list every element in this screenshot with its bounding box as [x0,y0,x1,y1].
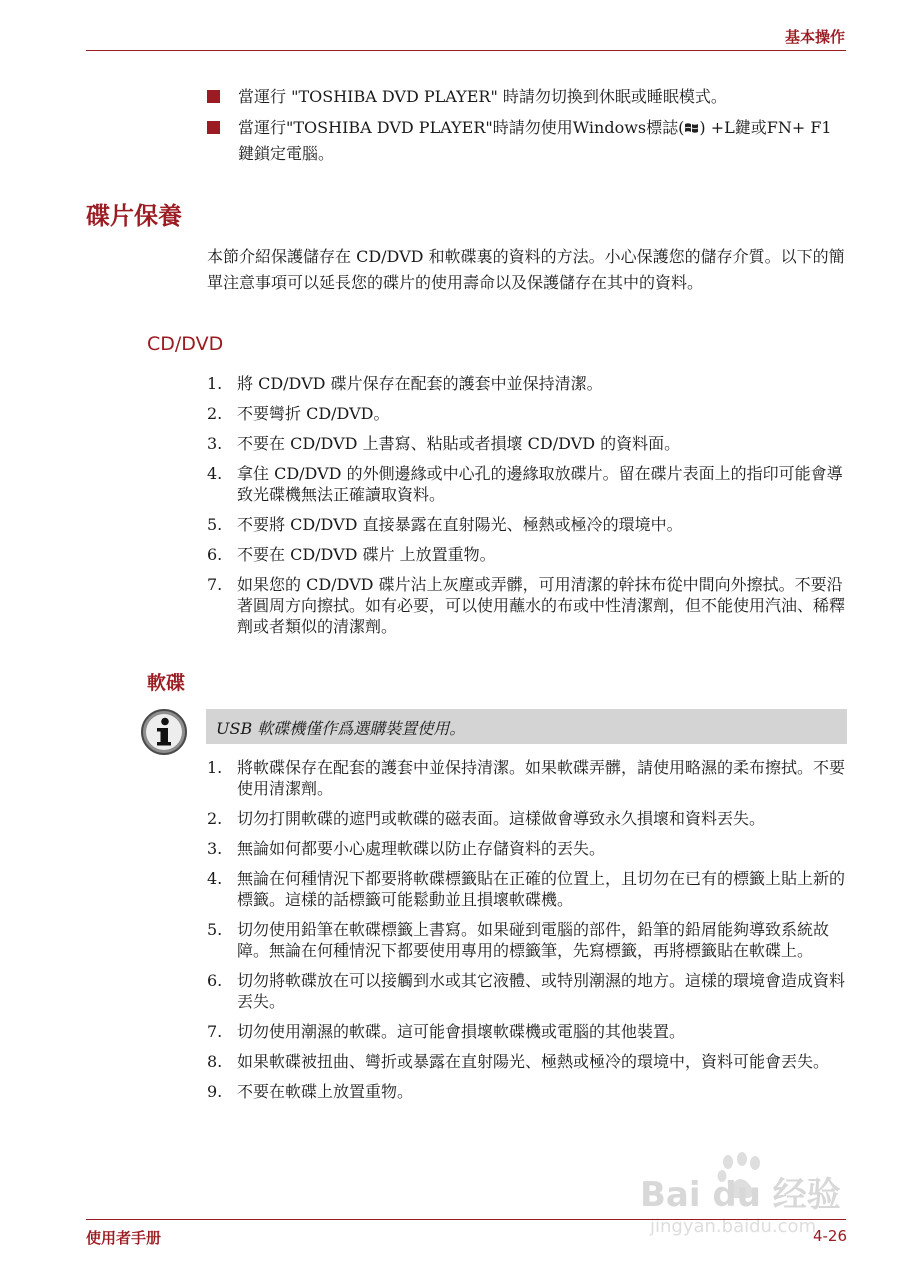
floppy-heading: 軟碟 [147,672,186,694]
item-text: 不要彎折 CD/DVD。 [237,404,390,423]
list-item [207,1021,847,1042]
square-bullet-icon [207,121,220,134]
item-text: 將軟碟保存在配套的護套中並保持清潔。如果軟碟弄髒，請使用略濕的柔布擦拭。不要使用清潔劑。 [237,758,846,798]
item-text: 如果軟碟被扭曲、彎折或暴露在直射陽光、極熱或極冷的環境中，資料可能會丟失。 [237,1052,830,1071]
list-item [207,970,847,1012]
section-intro: 本節介紹保護儲存在 CD/DVD 和軟碟裏的資料的方法。小心保護您的儲存介質。以下的簡單注意事項可以延長您的碟片的使用壽命以及保護儲存在其中的資料。 [207,247,845,292]
windows-logo-icon [684,121,699,135]
item-number: 6. [207,545,223,564]
info-icon [140,708,188,756]
item-number: 7. [207,575,223,594]
watermark-brand: Bai du 经验 [640,1175,841,1215]
section-title: 碟片保養 [86,202,182,230]
header-rule [86,50,846,51]
footer-rule [86,1219,846,1220]
watermark-url: jingyan.baidu.com [650,1216,817,1237]
list-item [207,757,847,799]
item-number: 2. [207,809,223,828]
running-header: 基本操作 [784,28,845,46]
item-text: 無論如何都要小心處理軟碟以防止存儲資料的丟失。 [237,839,606,858]
item-number: 8. [207,1052,223,1071]
list-item [207,574,847,637]
item-number: 6. [207,971,223,990]
page-number: 4-26 [812,1227,847,1245]
list-item [207,514,847,535]
item-text: 不要在軟碟上放置重物。 [237,1082,414,1101]
list-item [207,544,847,565]
item-number: 1. [207,374,223,393]
cd-dvd-heading: CD/DVD [147,333,224,355]
list-item [207,919,847,961]
bullet-text-before: 當運行"TOSHIBA DVD PLAYER"時請勿使用Windows標誌( [238,118,685,137]
item-text: 不要在 CD/DVD 碟片 上放置重物。 [237,545,496,564]
item-number: 4. [207,869,223,888]
item-text: 切勿將軟碟放在可以接觸到水或其它液體、或特別潮濕的地方。這樣的環境會造成資料丟失。 [237,971,846,1011]
list-item [207,463,847,505]
item-text: 無論在何種情況下都要將軟碟標籤貼在正確的位置上，且切勿在已有的標籤上貼上新的標籤。這樣的話標籤可能鬆動並且損壞軟碟機。 [237,869,846,909]
item-number: 2. [207,404,223,423]
list-item [207,808,847,829]
list-item [207,868,847,910]
item-number: 5. [207,920,223,939]
item-text: 切勿使用潮濕的軟碟。這可能會損壞軟碟機或電腦的其他裝置。 [237,1022,686,1041]
item-number: 5. [207,515,223,534]
item-number: 3. [207,434,223,453]
item-text: 不要在 CD/DVD 上書寫、粘貼或者損壞 CD/DVD 的資料面。 [237,434,681,453]
list-item [207,838,847,859]
note-box [206,709,847,744]
list-item [207,373,847,394]
list-item [207,433,847,454]
bullet-item [207,84,852,110]
bullet-text: 當運行 "TOSHIBA DVD PLAYER" 時請勿切換到休眠或睡眠模式。 [238,87,727,106]
bullet-text-after: ) +L鍵或FN+ F1 鍵鎖定電腦。 [238,118,832,163]
list-item [207,403,847,424]
note-text: USB 軟碟機僅作爲選購裝置使用。 [216,719,466,738]
item-number: 7. [207,1022,223,1041]
list-item [207,1051,847,1072]
item-text: 切勿打開軟碟的遮門或軟碟的磁表面。這樣做會導致永久損壞和資料丟失。 [237,809,766,828]
item-number: 3. [207,839,223,858]
list-item [207,1081,847,1102]
cd-care-list [207,373,847,646]
item-number: 9. [207,1082,223,1101]
item-text: 拿住 CD/DVD 的外側邊緣或中心孔的邊緣取放碟片。留在碟片表面上的指印可能會導致光碟機無法正確讀取資料。 [237,464,843,504]
item-number: 4. [207,464,223,483]
square-bullet-icon [207,90,220,103]
warning-bullet-list [207,84,852,172]
item-text: 切勿使用鉛筆在軟碟標籤上書寫。如果碰到電腦的部件，鉛筆的鉛屑能夠導致系統故障。無論在何種情況下都要使用專用的標籤筆，先寫標籤，再將標籤貼在軟碟上。 [237,920,830,960]
item-number: 1. [207,758,223,777]
item-text: 不要將 CD/DVD 直接暴露在直射陽光、極熱或極冷的環境中。 [237,515,683,534]
floppy-care-list [207,757,847,1111]
bullet-item [207,115,852,167]
item-text: 如果您的 CD/DVD 碟片沾上灰塵或弄髒，可用清潔的幹抹布從中間向外擦拭。不要沿著圓周方向擦拭。如有必要，可以使用蘸水的布或中性清潔劑，但不能使用汽油、稀釋劑或者類似的清潔劑。 [237,575,846,636]
item-text: 將 CD/DVD 碟片保存在配套的護套中並保持清潔。 [237,374,603,393]
footer-manual-title: 使用者手册 [86,1229,162,1247]
